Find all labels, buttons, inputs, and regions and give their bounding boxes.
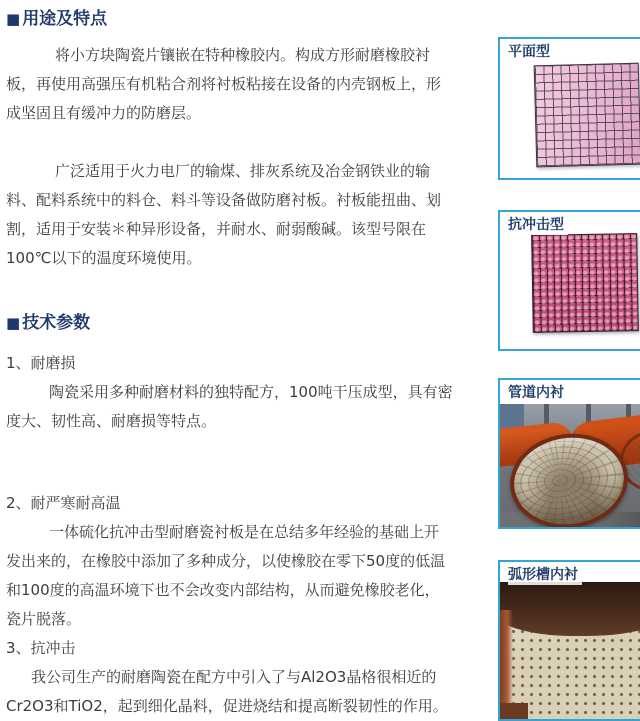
gallery-box-arc-groove-lining xyxy=(498,560,640,721)
tech-item-impact-resistance xyxy=(6,634,453,721)
tech-item-title: 1、耐磨损 xyxy=(6,354,76,372)
flat-ceramic-plate-photo xyxy=(534,63,640,168)
section-heading-usage xyxy=(6,8,453,30)
groove-bottom-left-rim xyxy=(500,703,528,719)
gallery-label-impact-type: 抗冲击型 xyxy=(508,215,568,235)
gallery-box-pipe-lining xyxy=(498,378,640,529)
arc-groove-lining-photo xyxy=(500,582,640,719)
gallery-box-flat-type xyxy=(498,37,640,180)
tech-item-temperature-resistance xyxy=(6,489,453,634)
gallery-label-pipe-lining: 管道内衬 xyxy=(508,383,568,403)
gallery-label-arc-groove: 弧形槽内衬 xyxy=(508,565,582,585)
tech-item-wear-resistance xyxy=(6,349,453,436)
tech-item-title: 3、抗冲击 xyxy=(6,639,76,657)
square-bullet-icon: ■ xyxy=(6,314,21,332)
usage-paragraph-1: 将小方块陶瓷片镶嵌在特种橡胶内。构成方形耐磨橡胶衬板，再使用高强压有机粘合剂将衬板粘接在设备的内壳钢板上，形成坚固且有缓冲力的防磨层。 xyxy=(6,46,442,122)
tech-item-body: 一体硫化抗冲击型耐磨瓷衬板是在总结多年经验的基础上开发出来的，在橡胶中添加了多种成分，以使橡胶在零下50度的低温和100度的高温环境下也不会改变内部结构，从而避免橡胶老化，瓷片脱落。 xyxy=(6,523,446,628)
tech-item-body: 陶瓷采用多种耐磨材料的独特配方，100吨干压成型，具有密度大、韧性高、耐磨损等特点。 xyxy=(6,383,453,430)
tech-item-body: 我公司生产的耐磨陶瓷在配方中引入了与Al2O3晶格很相近的Cr2O3和TiO2，起到细化晶料，促进烧结和提高断裂韧性的作用。 xyxy=(6,668,448,715)
main-text-column xyxy=(6,8,453,721)
section-heading-usage-text: 用途及特点 xyxy=(22,9,108,29)
dark-groove-upper-wall xyxy=(500,582,640,636)
tech-item-title: 2、耐严寒耐高温 xyxy=(6,494,121,512)
impact-ceramic-plate-photo xyxy=(531,233,639,333)
section-heading-tech-text: 技术参数 xyxy=(22,313,91,333)
gallery-box-impact-type xyxy=(498,210,640,351)
square-bullet-icon: ■ xyxy=(6,10,21,28)
pipe-lining-photo xyxy=(500,404,640,527)
gallery-label-flat-type: 平面型 xyxy=(508,42,554,62)
section-heading-tech xyxy=(6,312,453,334)
usage-paragraph-2: 广泛适用于火力电厂的输煤、排灰系统及冶金钢铁业的输料、配料系统中的料仓、料斗等设备做防磨衬板。衬板能扭曲、划割，适用于安装＊种异形设备，并耐水、耐弱酸碱。该型号限在100℃以下的温度环境使用。 xyxy=(6,162,442,267)
